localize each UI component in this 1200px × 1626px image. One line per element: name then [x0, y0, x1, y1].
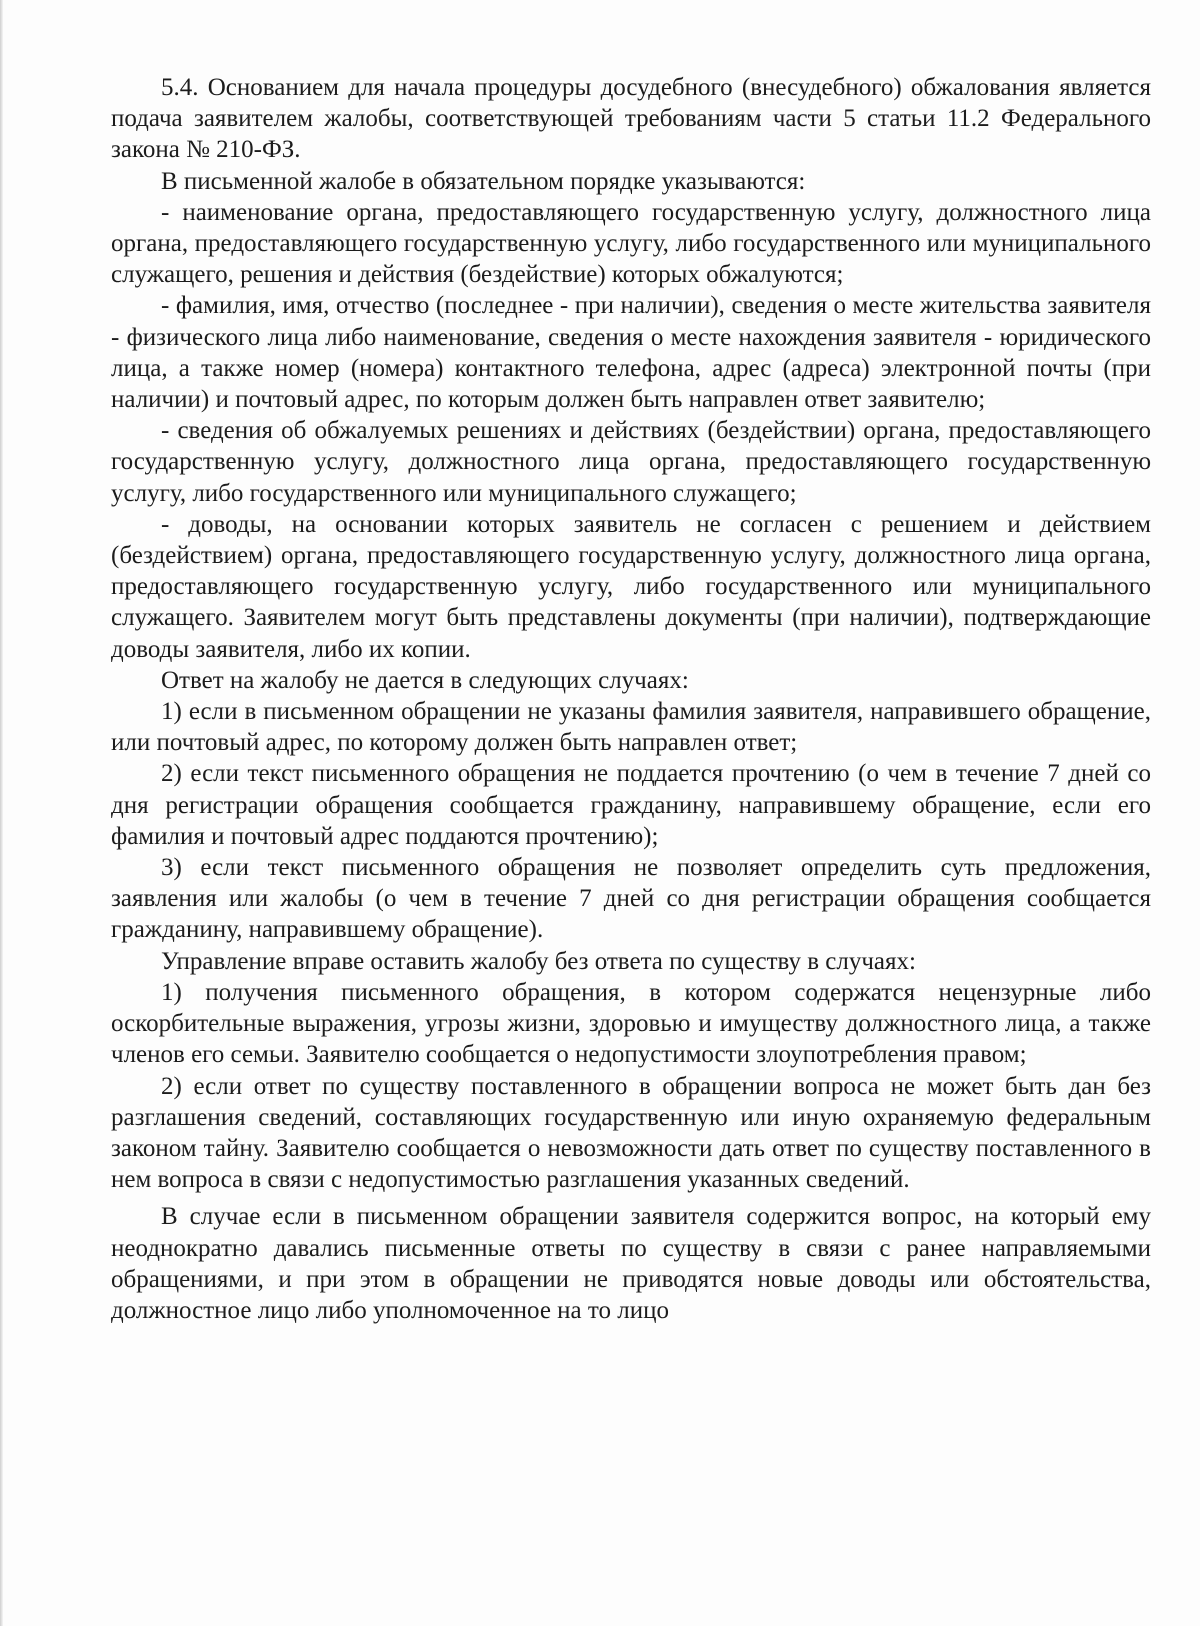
paragraph-5-4: 5.4. Основанием для начала процедуры досудебного (внесудебного) обжалования является подача заявителем жалобы, соответствующей требованиям части 5 статьи 11.2 Федерального закона № 210-ФЗ.: [111, 74, 1151, 164]
list-item-no-reply-2: 2) если текст письменного обращения не поддается прочтению (о чем в течение 7 дней со дня регистрации обращения сообщается гражданину, направившему обращение, если его фамилия и почтовый адрес поддаются прочтению);: [111, 760, 1151, 850]
list-item-appealed-decisions: - сведения об обжалуемых решениях и действиях (бездействии) органа, предоставляющего государственную услугу, должностного лица органа, предоставляющего государственную услугу, либо государственного или муниципального служащего;: [111, 417, 1151, 507]
paragraph-leave-unanswered: Управление вправе оставить жалобу без ответа по существу в случаях:: [161, 947, 916, 975]
document-body: [111, 72, 1151, 1326]
list-item-unanswered-2: 2) если ответ по существу поставленного в обращении вопроса не может быть дан без разглашения сведений, составляющих государственную или иную охраняемую федеральным законом тайну. Заявителю сообщается о невозможности дать ответ по существу поставленного в нем вопроса в связи с недопустимостью разглашения указанных сведений.: [111, 1072, 1151, 1194]
list-item-no-reply-1: 1) если в письменном обращении не указаны фамилия заявителя, направившего обращение, или почтовый адрес, по которому должен быть направлен ответ;: [111, 698, 1151, 757]
list-item-no-reply-3: 3) если текст письменного обращения не позволяет определить суть предложения, заявления или жалобы (о чем в течение 7 дней со дня регистрации обращения сообщается гражданину, направившему обращение).: [111, 854, 1151, 944]
paragraph-complaint-requirements: В письменной жалобе в обязательном порядке указываются:: [161, 167, 806, 195]
list-item-arguments: - доводы, на основании которых заявитель не согласен с решением и действием (бездействием) органа, предоставляющего государственную услугу, должностного лица органа, предоставляющего государственную услугу, либо государственного или муниципального служащего. Заявителем могут быть представлены документы (при наличии), подтверждающие доводы заявителя, либо их копии.: [111, 510, 1151, 663]
paragraph-no-reply-cases: Ответ на жалобу не дается в следующих случаях:: [161, 666, 689, 694]
list-item-unanswered-1: 1) получения письменного обращения, в котором содержатся нецензурные либо оскорбительные выражения, угрозы жизни, здоровью и имуществу должностного лица, а также членов его семьи. Заявителю сообщается о недопустимости злоупотребления правом;: [111, 978, 1151, 1069]
list-item-applicant-details: - фамилия, имя, отчество (последнее - при наличии), сведения о месте жительства заявителя - физического лица либо наименование, сведения о месте нахождения заявителя - юридического лица, а также номер (номера) контактного телефона, адрес (адреса) электронной почты (при наличии) и почтовый адрес, по которым должен быть направлен ответ заявителю;: [111, 292, 1151, 414]
paragraph-repeated-appeal: В случае если в письменном обращении заявителя содержится вопрос, на который ему неоднократно давались письменные ответы по существу в связи с ранее направляемыми обращениями, и при этом в обращении не приводятся новые доводы или обстоятельства, должностное лицо либо уполномоченное на то лицо: [111, 1203, 1151, 1324]
scan-edge: [0, 0, 3, 1626]
list-item-authority-name: - наименование органа, предоставляющего государственную услугу, должностного лица органа, предоставляющего государственную услугу, либо государственного или муниципального служащего, решения и действия (бездействие) которых обжалуются;: [111, 198, 1151, 289]
